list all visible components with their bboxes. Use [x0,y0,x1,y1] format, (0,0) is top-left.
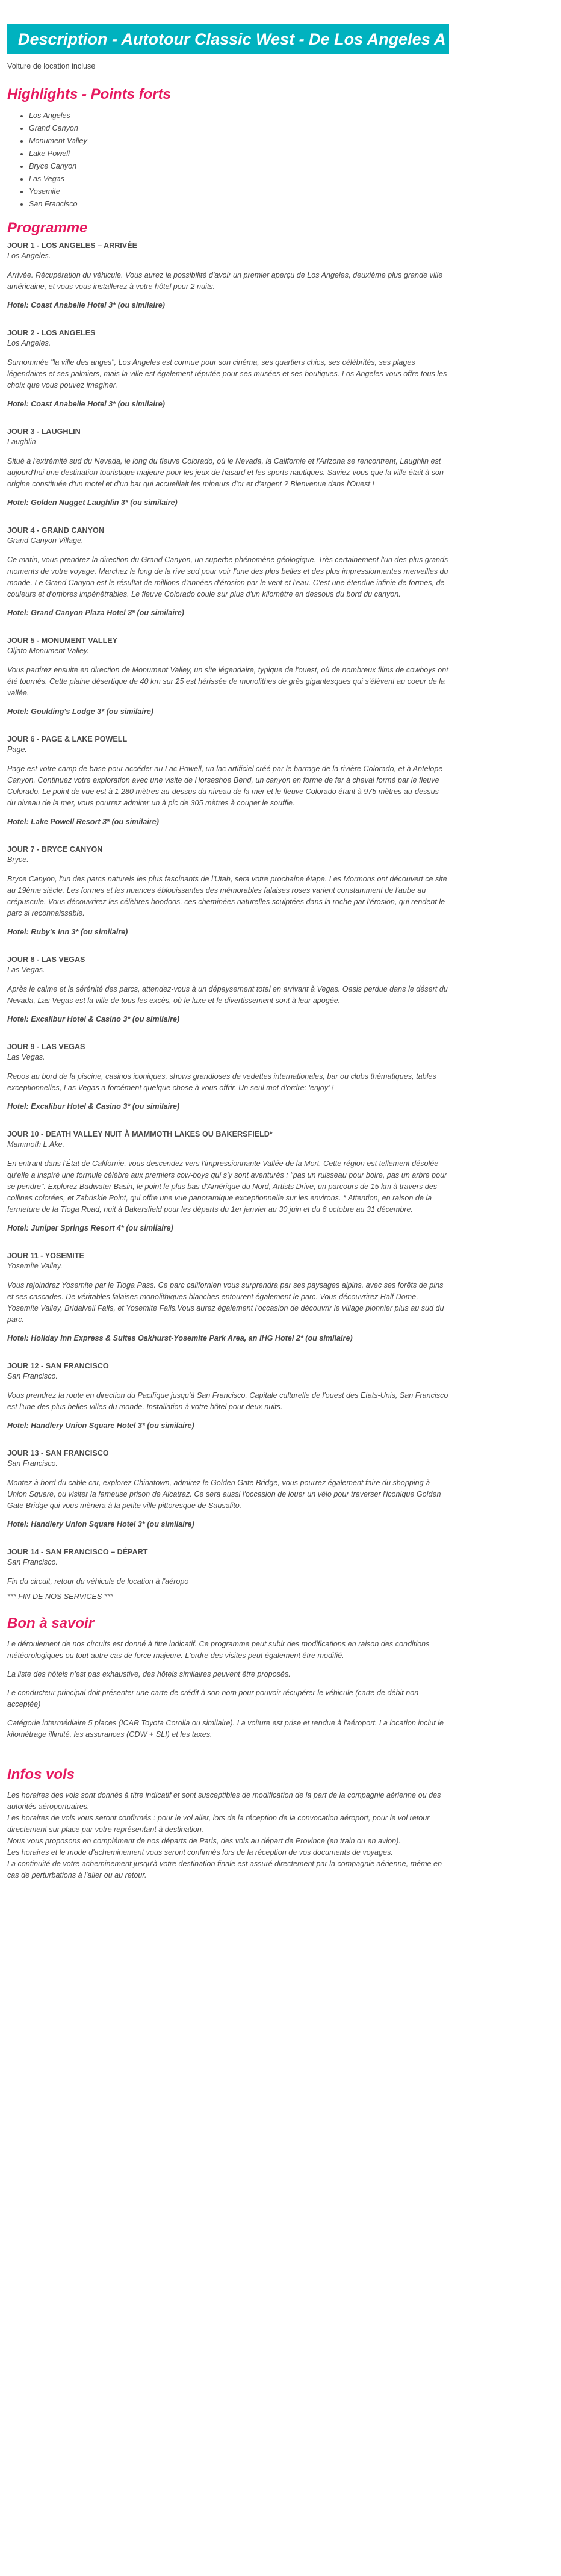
infos-vols-paragraph: La continuité de votre acheminement jusqu'à votre destination finale est assuré directement par la compagnie aérienne, même en cas de perturbations à l'aller ou au retour. [7,1860,442,1879]
day-block [7,241,449,311]
day-description: Arrivée. Récupération du véhicule. Vous aurez la possibilité d'avoir un premier aperçu de Los Angeles, deuxième plus grande ville américaine, et vous vous installerez à votre hôtel pour 2 nuits. [7,271,443,291]
infos-vols-paragraph: Les horaires et le mode d'acheminement vous seront confirmés lors de la réception de vos documents de voyages. [7,1848,393,1857]
fin-services: *** FIN DE NOS SERVICES *** [7,1592,113,1601]
day-hotel: Hotel: Grand Canyon Plaza Hotel 3* (ou similaire) [7,609,184,617]
day-hotel: Hotel: Handlery Union Square Hotel 3* (ou similaire) [7,1520,194,1529]
intro-text: Voiture de location incluse [7,62,96,70]
day-description: Vous prendrez la route en direction du Pacifique jusqu'à San Francisco. Capitale culturelle de l'ouest des Etats-Unis, San Francisco est l'une des plus belles villes du monde. Installation à votre hôtel pour deux nuits. [7,1391,448,1411]
day-hotel: Hotel: Ruby's Inn 3* (ou similaire) [7,928,128,936]
page [0,24,561,1881]
day-title: JOUR 14 - SAN FRANCISCO – DÉPART [7,1548,148,1556]
day-hotel: Hotel: Excalibur Hotel & Casino 3* (ou similaire) [7,1102,180,1111]
day-title: JOUR 11 - YOSEMITE [7,1252,84,1260]
day-description: Situé à l'extrémité sud du Nevada, le long du fleuve Colorado, où le Nevada, la Californie et l'Arizona se rencontrent, Laughlin est aujourd'hui une destination touristique majeure pour les jeux de hasard et les sports nautiques. Saviez-vous que la ville était à son origine constituée d'un motel et d'un bar qui accueillait les mineurs d'or et d'argent ? Bienvenue dans l'Ouest ! [7,457,444,488]
day-block [7,1042,449,1113]
highlight-item: • Monument Valley [29,135,449,147]
day-description: Surnommée "la ville des anges", Los Angeles est connue pour son cinéma, ses quartiers chics, ses célébrités, ses plages légendaires et ses palmiers, mais la ville est également réputée pour ses musées et ses boutiques. Los Angeles vous offre tous les choix que vous pouvez imaginer. [7,358,447,390]
day-title: JOUR 13 - SAN FRANCISCO [7,1449,109,1457]
day-description: Fin du circuit, retour du véhicule de location à l'aéropo [7,1577,189,1586]
day-description: En entrant dans l'État de Californie, vous descendez vers l'impressionnante Vallée de la Mort. Cette région est tellement désolée qu'elle a inspiré une formule célèbre aux premiers cow-boys qui s'y sont aventurés : "pas un ruisseau pour boire, pas un arbre pour se pendre". Explorez Badwater Basin, le point le plus bas d'Amérique du Nord, Artists Drive, un parcours de 15 km à travers des collines colorées, et Zabriskie Point, qui offre une vue panoramique exceptionnelle sur les environs. * Attention, en raison de la fermeture de la Tioga Road, nuit à Bakersfield pour les départs du 1er janvier au 30 juin et du 6 octobre au 31 décembre. [7,1159,447,1214]
bon-a-savoir-paragraph: La liste des hôtels n'est pas exhaustive, des hôtels similaires peuvent être proposés. [7,1670,291,1678]
day-block [7,1251,449,1344]
highlights-list [7,110,449,211]
bon-a-savoir-paragraph: Le conducteur principal doit présenter une carte de crédit à son nom pour pouvoir récupérer le véhicule (carte de débit non acceptée) [7,1689,419,1709]
infos-vols-heading: Infos vols [7,1766,75,1783]
day-title: JOUR 5 - MONUMENT VALLEY [7,636,118,645]
day-hotel: Hotel: Juniper Springs Resort 4* (ou similaire) [7,1224,173,1232]
day-block [7,955,449,1025]
infos-vols-paragraph: Les horaires des vols sont donnés à titre indicatif et sont susceptibles de modification de la part de la compagnie aérienne ou des autorités aéroportuaires. [7,1791,441,1811]
day-location: Los Angeles. [7,339,51,347]
day-location: Mammoth L.Ake. [7,1140,65,1149]
day-title: JOUR 10 - DEATH VALLEY NUIT À MAMMOTH LAKES OU BAKERSFIELD* [7,1130,273,1138]
day-location: Oljato Monument Valley. [7,647,89,655]
day-block [7,1448,449,1530]
day-description: Ce matin, vous prendrez la direction du Grand Canyon, un superbe phénomène géologique. Très certainement l'un des plus grands moments de votre voyage. Marchez le long de la rive sud pour voir l'une des plus belles et des plus impressionnantes merveilles du monde. Le Grand Canyon est le résultat de millions d'années d'érosion par le vent et l'eau. C'est une étendue infinie de formes, de couleurs et d'ombres impénétrables. Le fleuve Colorado coule sur plus d'un kilomètre en dessous du bord du canyon. [7,556,448,598]
bon-a-savoir-paragraph: Catégorie intermédiaire 5 places (ICAR Toyota Corolla ou similaire). La voiture est prise et rendue à l'aéroport. La location inclut le kilométrage illimité, les assurances (CDW + SLI) et les taxes. [7,1719,444,1739]
day-location: Las Vegas. [7,966,45,974]
day-location: Bryce. [7,855,29,864]
day-block [7,328,449,410]
programme-heading: Programme [7,220,88,236]
day-description: Montez à bord du cable car, explorez Chinatown, admirez le Golden Gate Bridge, vous pourrez également faire du shopping à Union Square, ou visiter la fameuse prison de Alcatraz. Ce sera aussi l'occasion de louer un vélo pour traverser l'iconique Golden Gate Bridge qui vous mènera à la petite ville pittoresque de Sausalito. [7,1479,441,1510]
bon-a-savoir-section [7,1639,449,1740]
day-title: JOUR 12 - SAN FRANCISCO [7,1362,109,1370]
day-hotel: Hotel: Coast Anabelle Hotel 3* (ou similaire) [7,301,165,309]
highlight-item: • Los Angeles [29,110,449,122]
day-hotel: Hotel: Goulding's Lodge 3* (ou similaire) [7,707,153,716]
infos-vols-section [7,1790,449,1881]
day-location: Grand Canyon Village. [7,536,84,545]
highlight-item: • Lake Powell [29,147,449,160]
day-hotel: Hotel: Coast Anabelle Hotel 3* (ou similaire) [7,400,165,408]
highlight-item: • Grand Canyon [29,122,449,135]
bon-a-savoir-paragraph: Le déroulement de nos circuits est donné à titre indicatif. Ce programme peut subir des modifications en raison des conditions météorologiques ou tout autre cas de force majeure. L'ordre des visites peut également être modifié. [7,1640,430,1660]
day-block [7,1129,449,1234]
day-hotel: Hotel: Excalibur Hotel & Casino 3* (ou similaire) [7,1015,180,1023]
day-title: JOUR 4 - GRAND CANYON [7,526,104,535]
day-title: JOUR 9 - LAS VEGAS [7,1043,85,1051]
day-title: JOUR 6 - PAGE & LAKE POWELL [7,735,128,743]
day-description: Vous partirez ensuite en direction de Monument Valley, un site légendaire, typique de l'ouest, où de nombreux films de cowboys ont été tournés. Cette plaine désertique de 40 km sur 25 est hérissée de monolithes de grès gigantesques qui s'élèvent au coeur de la vallée. [7,666,448,697]
highlight-item: • Yosemite [29,185,449,198]
day-description: Après le calme et la sérénité des parcs, attendez-vous à un dépaysement total en arrivant à Vegas. Oasis perdue dans le désert du Nevada, Las Vegas est la ville de tous les excès, où le luxe et le divertissement sont à leur apogée. [7,985,448,1005]
day-location: San Francisco. [7,1459,58,1468]
day-title: JOUR 3 - LAUGHLIN [7,427,81,436]
day-block [7,427,449,509]
page-title: Description - Autotour Classic West - De Los Angeles A San Francisco [18,30,561,48]
programme-days [7,241,449,1587]
infos-vols-paragraph: Les horaires de vols vous seront confirmés : pour le vol aller, lors de la réception de la convocation aéroport, pour le vol retour directement sur place par votre représentant à destination. [7,1814,430,1834]
highlight-item: • San Francisco [29,198,449,211]
day-title: JOUR 8 - LAS VEGAS [7,955,85,964]
day-location: Yosemite Valley. [7,1262,63,1270]
day-hotel: Hotel: Handlery Union Square Hotel 3* (ou similaire) [7,1421,194,1430]
day-location: Los Angeles. [7,252,51,260]
infos-vols-paragraph: Nous vous proposons en complément de nos départs de Paris, des vols au départ de Province (en train ou en avion). [7,1837,401,1845]
highlight-item: • Las Vegas [29,173,449,185]
day-description: Page est votre camp de base pour accéder au Lac Powell, un lac artificiel créé par le barrage de la rivière Colorado, et à Antelope Canyon. Continuez votre exploration avec une visite de Horseshoe Bend, un canyon en forme de fer à cheval formé par le fleuve Colorado. Le point de vue est à 1 280 mètres au-dessus du niveau de la mer et le fleuve Colorado étant à 975 mètres au-dessus du niveau de la mer, vous pourrez admirer un à pic de 305 mètres à couper le souffle. [7,765,443,807]
day-location: San Francisco. [7,1372,58,1380]
day-block [7,1361,449,1432]
day-description: Repos au bord de la piscine, casinos iconiques, shows grandioses de vedettes internationales, bar ou clubs thématiques, tables exceptionnelles, Las Vegas a forcément quelque chose à vous offrir. Un seul mot d'ordre: 'enjoy' ! [7,1072,436,1092]
day-block [7,636,449,718]
day-hotel: Hotel: Golden Nugget Laughlin 3* (ou similaire) [7,498,178,507]
day-title: JOUR 2 - LOS ANGELES [7,329,96,337]
title-bar [7,24,561,54]
day-location: Laughlin [7,438,36,446]
day-block [7,526,449,619]
day-description: Bryce Canyon, l'un des parcs naturels les plus fascinants de l'Utah, sera votre prochaine étape. Les Mormons ont découvert ce site au 19ème siècle. Les formes et les nuances éblouissantes des mémorables falaises roses varient constamment de l'aube au crépuscule. Vous découvrirez les célèbres hoodoos, ces cheminées naturelles sculptées dans la roche par l'érosion, qui rendent le parc si reconnaissable. [7,875,447,917]
highlights-heading: Highlights - Points forts [7,86,171,102]
day-block [7,1547,449,1587]
day-location: Las Vegas. [7,1053,45,1061]
day-location: San Francisco. [7,1558,58,1566]
bon-a-savoir-heading: Bon à savoir [7,1615,95,1631]
day-block [7,734,449,828]
day-hotel: Hotel: Holiday Inn Express & Suites Oakhurst-Yosemite Park Area, an IHG Hotel 2* (ou similaire) [7,1334,353,1342]
highlight-item: • Bryce Canyon [29,160,449,173]
day-title: JOUR 1 - LOS ANGELES – ARRIVÉE [7,241,137,250]
day-description: Vous rejoindrez Yosemite par le Tioga Pass. Ce parc californien vous surprendra par ses paysages alpins, avec ses forêts de pins et ses cascades. De véritables falaises monolithiques blanches entourent également le parc. Vous découvrirez Half Dome, Yosemite Valley, Bridalveil Falls, et Yosemite Falls.Vous aurez également l'occasion de découvrir le village pionnier plus au sud du parc. [7,1281,444,1324]
day-hotel: Hotel: Lake Powell Resort 3* (ou similaire) [7,818,159,826]
day-block [7,845,449,938]
day-title: JOUR 7 - BRYCE CANYON [7,845,103,854]
day-location: Page. [7,745,27,754]
